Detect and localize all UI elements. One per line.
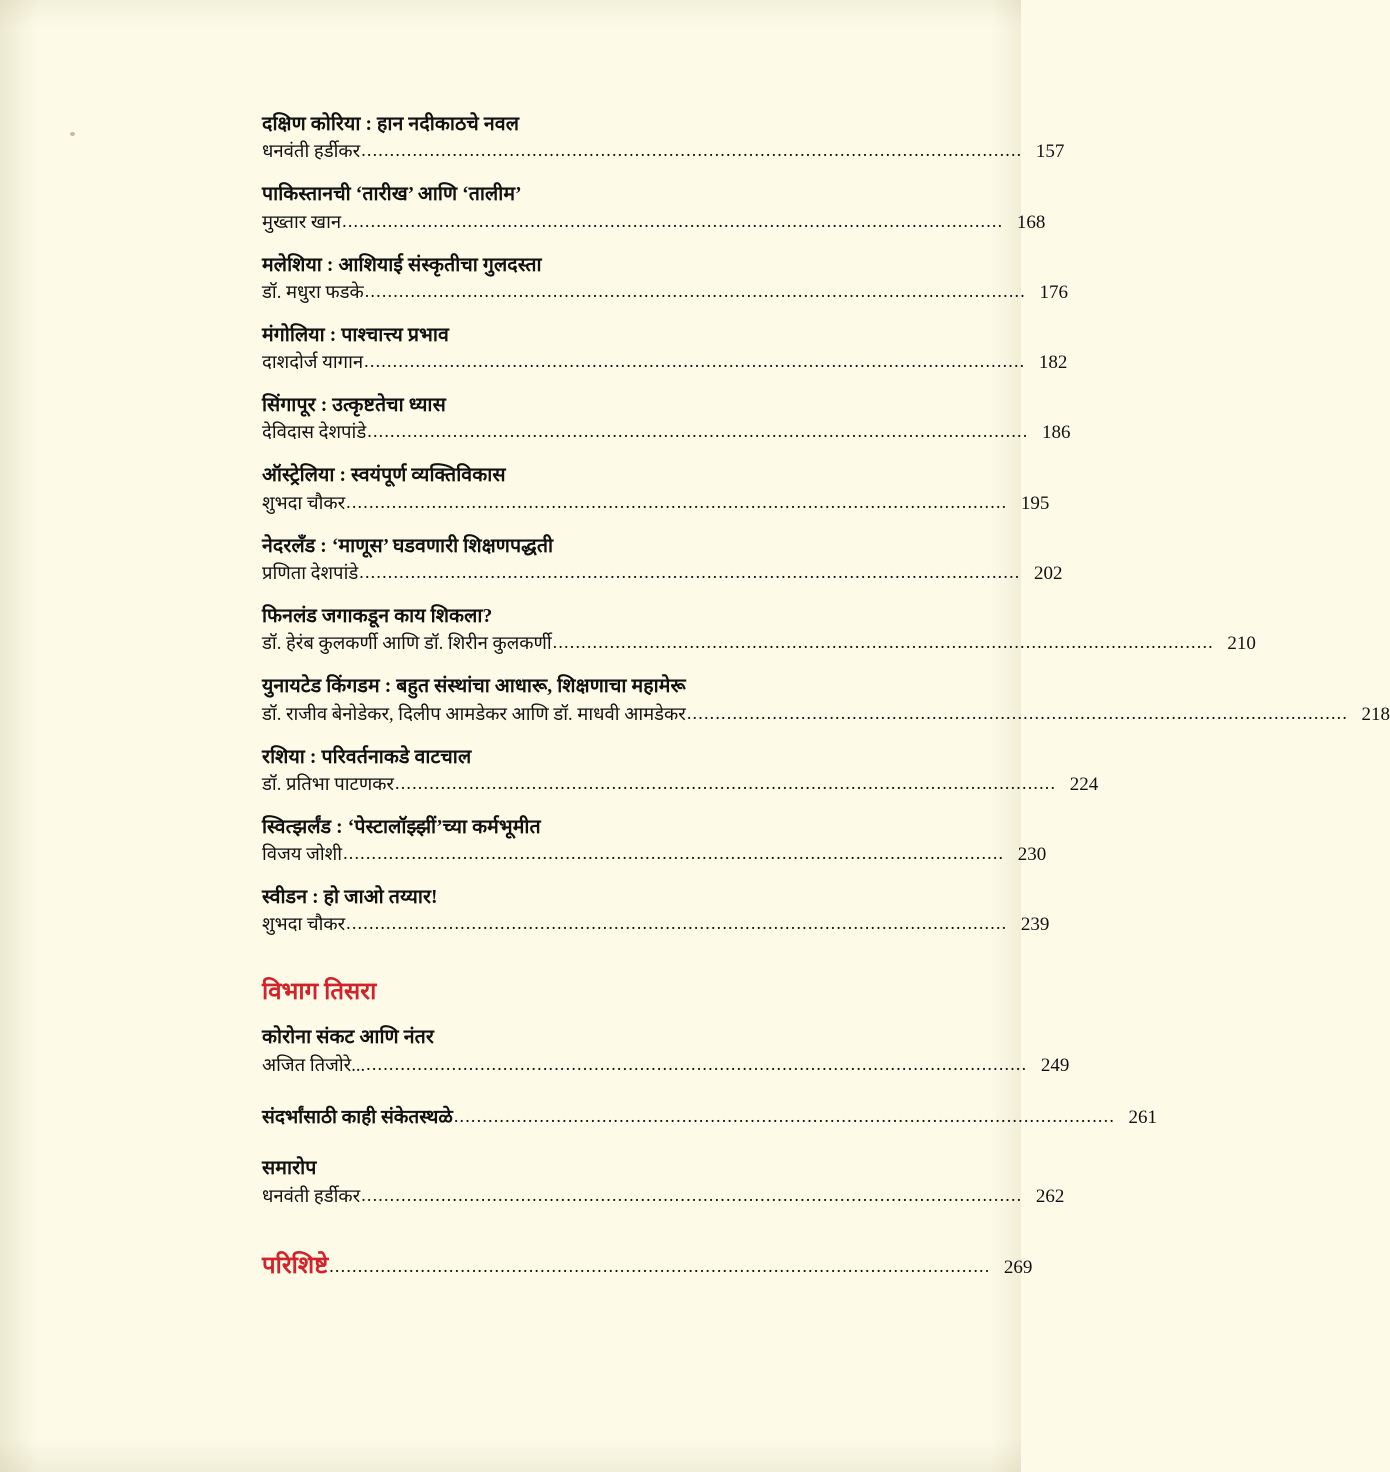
leader-dots: ....................................................................................................................: [364, 351, 1026, 372]
toc-entry[interactable]: [262, 604, 1256, 657]
toc-entry-page: 176: [1039, 281, 1068, 303]
table-of-contents: [262, 112, 1390, 1299]
toc-entry-title: पाकिस्तानची ‘तारीख’ आणि ‘तालीम’: [262, 184, 522, 206]
toc-entry-line: [262, 420, 1071, 446]
toc-entry-line: [262, 631, 1256, 657]
toc-entry-author: धनवंती हर्डीकर: [262, 1186, 361, 1207]
toc-entry-line: [262, 561, 1063, 587]
leader-dots: ....................................................................................................................: [346, 913, 1008, 934]
toc-entry-page: 202: [1033, 563, 1063, 584]
toc-entry-page: 261: [1128, 1106, 1158, 1128]
toc-entry-author: मुख्तार खान: [262, 212, 342, 233]
toc-entry-title: समारोप: [262, 1158, 317, 1180]
toc-entry-title: स्वित्झर्लंड : ‘पेस्टालॉझ्झीं’च्या कर्मभूमीत: [262, 816, 541, 838]
leader-dots: ....................................................................................................................: [361, 1184, 1023, 1205]
toc-entry-title: फिनलंड जगाकडून काय शिकला?: [262, 605, 493, 627]
toc-entry-page: 262: [1035, 1185, 1065, 1207]
toc-entry[interactable]: [262, 112, 1065, 165]
toc-entry-title: सिंगापूर : उत्कृष्टतेचा ध्यास: [262, 395, 446, 417]
toc-entry[interactable]: [262, 253, 1068, 306]
toc-entry[interactable]: [262, 393, 1071, 446]
toc-entry-page: 218: [1361, 703, 1390, 725]
toc-entry-page: 168: [1016, 211, 1046, 233]
toc-entry-line: [262, 1105, 1158, 1131]
toc-entry-page: 210: [1227, 633, 1256, 655]
toc-entry[interactable]: [262, 885, 1050, 938]
leader-dots: ....................................................................................................................: [366, 1053, 1028, 1074]
toc-entry-line: [262, 912, 1050, 938]
toc-entry-page: 230: [1017, 844, 1047, 866]
toc-entry[interactable]: [262, 1105, 1158, 1131]
toc-entry-line: [262, 1184, 1065, 1210]
toc-entry-author: डॉ. मधुरा फडके: [262, 282, 364, 303]
toc-entry-line: [262, 772, 1099, 798]
leader-dots: ....................................................................................................................: [342, 210, 1004, 231]
toc-entry-title: ऑस्ट्रेलिया : स्वयंपूर्ण व्यक्तिविकास: [262, 465, 506, 487]
leader-dots: ....................................................................................................................: [552, 632, 1214, 653]
toc-entry[interactable]: [262, 1156, 1065, 1209]
leader-dots: ....................................................................................................................: [686, 702, 1349, 723]
toc-entry-author: डॉ. राजीव बेनोडेकर, दिलीप आमडेकर आणि डॉ. माधवी आमडेकर: [262, 704, 686, 725]
appendix-page: 269: [1003, 1256, 1033, 1278]
toc-entry[interactable]: [262, 463, 1050, 516]
toc-entry-line: [262, 491, 1050, 517]
section-heading-three: विभाग तिसरा: [262, 979, 377, 1006]
toc-entry[interactable]: [262, 534, 1063, 587]
leader-dots: ....................................................................................................................: [361, 140, 1023, 161]
toc-entry[interactable]: [262, 745, 1099, 798]
toc-entry-page: 249: [1040, 1054, 1070, 1076]
leader-dots: ....................................................................................................................: [364, 280, 1026, 301]
toc-entry-line: [262, 1053, 1070, 1079]
toc-entry-title: रशिया : परिवर्तनाकडे वाटचाल: [262, 746, 472, 768]
toc-entry-line: [262, 842, 1047, 868]
toc-entry-author: अजित तिजोरे...: [262, 1055, 366, 1076]
leader-dots: ....................................................................................................................: [346, 491, 1008, 512]
leader-dots: ....................................................................................................................: [343, 843, 1005, 864]
toc-entry-author: शुभदा चौकर: [262, 915, 346, 936]
toc-entry-author: दाशदोर्ज यागान: [262, 353, 364, 374]
toc-entry-author: शुभदा चौकर: [262, 493, 346, 514]
toc-entry-page: 224: [1069, 773, 1099, 795]
toc-entry-title: दक्षिण कोरिया : हान नदीकाठचे नवल: [262, 114, 520, 135]
toc-entry-page: 186: [1041, 422, 1071, 444]
toc-entry-author: प्रणिता देशपांडे: [262, 564, 359, 584]
appendix-label: परिशिष्टे: [262, 1252, 329, 1279]
toc-entry-title: मलेशिया : आशियाई संस्कृतीचा गुलदस्ता: [262, 254, 542, 276]
toc-entry[interactable]: [262, 182, 1046, 235]
toc-entry-title: मंगोलिया : पाश्चात्त्य प्रभाव: [262, 324, 449, 346]
page-speck: [70, 132, 75, 136]
toc-entry-author: धनवंती हर्डीकर: [262, 142, 361, 163]
toc-entry-title: स्वीडन : हो जाओ तय्यार!: [262, 887, 438, 909]
leader-dots: ....................................................................................................................: [359, 562, 1021, 582]
toc-entry-line: [262, 350, 1068, 376]
toc-entry-page: 239: [1020, 914, 1050, 936]
toc-entry-author: देविदास देशपांडे: [262, 423, 367, 444]
leader-dots: ....................................................................................................................: [453, 1105, 1116, 1126]
toc-entry[interactable]: [262, 323, 1068, 376]
toc-entry-author: संदर्भांसाठी काही संकेतस्थळे: [262, 1106, 453, 1128]
toc-entry-page: 157: [1035, 141, 1065, 163]
toc-entry[interactable]: [262, 1025, 1070, 1078]
toc-entry-line: [262, 280, 1068, 306]
toc-entry-appendix[interactable]: [262, 1250, 1033, 1282]
toc-entry-title: नेदरलँड : ‘माणूस’ घडवणारी शिक्षणपद्धती: [262, 535, 554, 557]
toc-entry[interactable]: [262, 815, 1047, 868]
leader-dots: ....................................................................................................................: [367, 421, 1029, 442]
toc-entry-line: [262, 1250, 1033, 1282]
toc-entry-line: [262, 210, 1046, 236]
toc-entry-author: डॉ. प्रतिभा पाटणकर: [262, 774, 394, 795]
toc-entry-title: युनायटेड किंगडम : बहुत संस्थांचा आधारू, शिक्षणाचा महामेरू: [262, 676, 686, 698]
toc-entry-page: 195: [1020, 492, 1050, 514]
toc-entry-author: डॉ. हेरंब कुलकर्णी आणि डॉ. शिरीन कुलकर्णी: [262, 634, 552, 655]
toc-entry-page: 182: [1038, 352, 1068, 374]
toc-entry[interactable]: [262, 674, 1390, 727]
leader-dots: ....................................................................................................................: [395, 772, 1057, 793]
toc-entry-author: विजय जोशी: [262, 845, 343, 866]
toc-entry-line: [262, 139, 1065, 165]
toc-entry-title: कोरोना संकट आणि नंतर: [262, 1027, 434, 1049]
leader-dots: ....................................................................................................................: [329, 1255, 991, 1276]
toc-entry-line: [262, 702, 1390, 728]
